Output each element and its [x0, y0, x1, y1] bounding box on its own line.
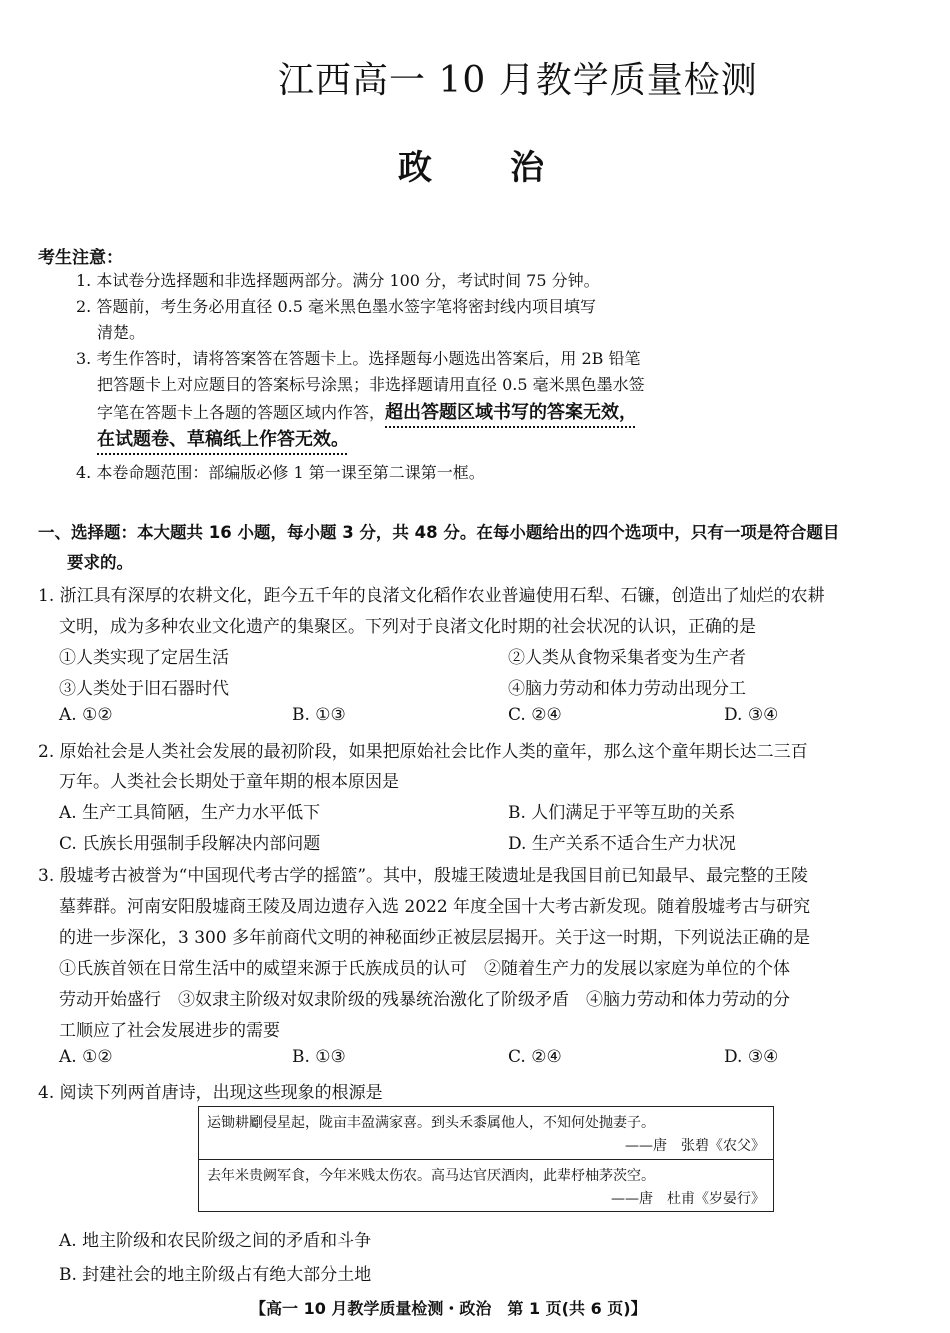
- notice-item-3c-text: 字笔在答题卡上各题的答题区域内作答，: [97, 403, 386, 422]
- poem-divider: [199, 1159, 773, 1160]
- q1-option-c: C. ②④: [508, 705, 562, 725]
- notice-emphasis-1: 超出答题区域书写的答案无效，: [385, 402, 638, 423]
- q2-stem-line2: 万年。人类社会长期处于童年期的根本原因是: [59, 772, 399, 792]
- q3-option-b: B. ①③: [292, 1047, 346, 1067]
- poem-box: [198, 1106, 774, 1212]
- poem-1-attribution: ——唐 张碧《农父》: [625, 1138, 765, 1154]
- part1-heading-line1: 一、选择题：本大题共 16 小题，每小题 3 分，共 48 分。在每小题给出的四个选项中，只有一项是符合题目: [38, 523, 840, 542]
- page-footer: 【高一 10 月教学质量检测・政治 第 1 页(共 6 页)】: [250, 1299, 647, 1318]
- notice-item-2a: 2. 答题前，考生务必用直径 0.5 毫米黑色墨水签字笔将密封线内项目填写: [76, 297, 596, 316]
- q3-stem-line4: ①氏族首领在日常生活中的威望来源于氏族成员的认可 ②随着生产力的发展以家庭为单位的个体: [59, 959, 790, 979]
- q1-statement-1: ①人类实现了定居生活: [59, 648, 229, 668]
- subject-char-2: 治: [510, 148, 544, 188]
- q1-statement-3: ③人类处于旧石器时代: [59, 679, 229, 699]
- q2-option-d: D. 生产关系不适合生产力状况: [508, 834, 736, 854]
- q2-stem-line1: 2. 原始社会是人类社会发展的最初阶段，如果把原始社会比作人类的童年，那么这个童年期长达二三百: [38, 742, 808, 762]
- q1-statement-2: ②人类从食物采集者变为生产者: [508, 648, 746, 668]
- q3-option-d: D. ③④: [724, 1047, 779, 1067]
- q3-option-a: A. ①②: [59, 1047, 113, 1067]
- notice-item-2b: 清楚。: [97, 323, 146, 342]
- q2-option-a: A. 生产工具简陋，生产力水平低下: [59, 803, 321, 823]
- notice-title: 考生注意：: [38, 248, 123, 268]
- q4-option-b: B. 封建社会的地主阶级占有绝大部分土地: [59, 1265, 372, 1285]
- q1-stem-line1: 1. 浙江具有深厚的农耕文化，距今五千年的良渚文化稻作农业普遍使用石犁、石镰，创造出了灿烂的农耕: [38, 586, 825, 606]
- q1-statement-4: ④脑力劳动和体力劳动出现分工: [508, 679, 746, 699]
- notice-item-1: 1. 本试卷分选择题和非选择题两部分。满分 100 分，考试时间 75 分钟。: [76, 271, 600, 290]
- poem-1-text: 运锄耕劚侵星起，陇亩丰盈满家喜。到头禾黍属他人，不知何处抛妻子。: [207, 1115, 655, 1131]
- q3-stem-line6: 工顺应了社会发展进步的需要: [59, 1021, 280, 1041]
- q1-option-b: B. ①③: [292, 705, 346, 725]
- subject-title: [398, 140, 544, 189]
- q2-option-c: C. 氏族长用强制手段解决内部问题: [59, 834, 321, 854]
- notice-item-3a: 3. 考生作答时，请将答案答在答题卡上。选择题每小题选出答案后，用 2B 铅笔: [76, 349, 641, 368]
- q1-option-d: D. ③④: [724, 705, 779, 725]
- q4-stem-line1: 4. 阅读下列两首唐诗，出现这些现象的根源是: [38, 1083, 383, 1103]
- notice-item-4: 4. 本卷命题范围：部编版必修 1 第一课至第二课第一框。: [76, 463, 485, 482]
- q1-option-a: A. ①②: [59, 705, 113, 725]
- exam-title: 江西高一 10 月教学质量检测: [278, 60, 758, 101]
- notice-item-3b: 把答题卡上对应题目的答案标号涂黑；非选择题请用直径 0.5 毫米黑色墨水签: [97, 375, 645, 394]
- subject-char-1: 政: [398, 148, 432, 188]
- q3-stem-line2: 墓葬群。河南安阳殷墟商王陵及周边遗存入选 2022 年度全国十大考古新发现。随着殷墟考古与研究: [59, 897, 811, 917]
- q2-option-b: B. 人们满足于平等互助的关系: [508, 803, 736, 823]
- poem-2-text: 去年米贵阙军食，今年米贱太伤农。高马达官厌酒肉，此辈杼柚茅茨空。: [207, 1168, 655, 1184]
- notice-item-3c: [97, 398, 637, 424]
- q3-stem-line3: 的进一步深化，3 300 多年前商代文明的神秘面纱正被层层揭开。关于这一时期，下列说法正确的是: [59, 928, 811, 948]
- q3-stem-line1: 3. 殷墟考古被誉为“中国现代考古学的摇篮”。其中，殷墟王陵遗址是我国目前已知最早、最完整的王陵: [38, 866, 809, 886]
- q1-stem-line2: 文明，成为多种农业文化遗产的集聚区。下列对于良渚文化时期的社会状况的认识，正确的是: [59, 617, 756, 637]
- notice-emphasis-2: 在试题卷、草稿纸上作答无效。: [97, 429, 349, 450]
- part1-heading-line2: 要求的。: [67, 553, 133, 572]
- q3-stem-line5: 劳动开始盛行 ③奴隶主阶级对奴隶阶级的残暴统治激化了阶级矛盾 ④脑力劳动和体力劳动的分: [59, 990, 790, 1010]
- q4-option-a: A. 地主阶级和农民阶级之间的矛盾和斗争: [59, 1231, 372, 1251]
- poem-2-attribution: ——唐 杜甫《岁晏行》: [611, 1191, 765, 1207]
- q3-option-c: C. ②④: [508, 1047, 562, 1067]
